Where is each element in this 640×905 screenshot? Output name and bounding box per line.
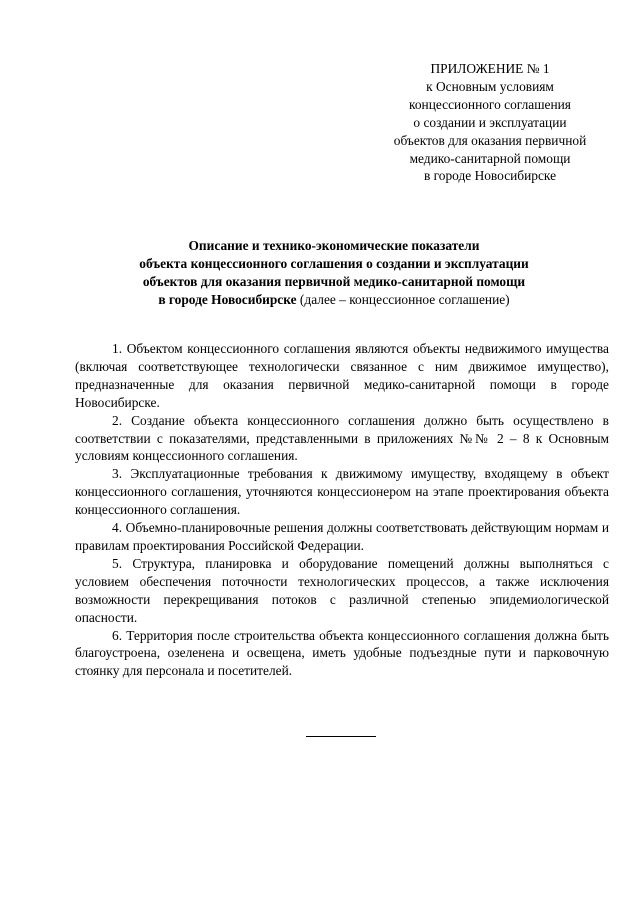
paragraph: 2. Создание объекта концессионного соглашения должно быть осуществлено в соответствии с показателями, представленными в приложениях №№ 2 – 8 к Основным условиям концессионного соглашения. (75, 412, 609, 464)
title-line: объекта концессионного соглашения о создании и эксплуатации (139, 255, 529, 271)
appendix-header (372, 60, 608, 185)
document-title (64, 237, 604, 309)
paragraph: 3. Эксплуатационные требования к движимому имуществу, входящему в объект концессионного соглашения, уточняются концессионером на этапе проектирования объекта концессионного соглашения. (75, 466, 609, 518)
appendix-line: ПРИЛОЖЕНИЕ № 1 (430, 61, 550, 76)
title-line: Описание и технико-экономические показатели (188, 238, 480, 253)
appendix-line: в городе Новосибирске (423, 168, 557, 184)
appendix-line: к Основным условиям (426, 78, 554, 94)
paragraph: 5. Структура, планировка и оборудование помещений должны выполняться с условием обеспечения поточности технологических процессов, а также исключения возможности перекрещивания потоков с различной степенью эпидемиологической опасности. (75, 555, 609, 625)
title-line: объектов для оказания первичной медико-санитарной помощи (142, 273, 526, 289)
appendix-line: медико-санитарной помощи (409, 150, 571, 166)
paragraph: 6. Территория после строительства объекта концессионного соглашения должна быть благоустроена, озеленена и освещена, иметь удобные подъездные пути и парковочную стоянку для персонала и посетителей. (75, 627, 609, 679)
document-body (75, 340, 609, 680)
appendix-line: о создании и эксплуатации (413, 114, 567, 130)
end-rule (306, 736, 376, 737)
appendix-line: объектов для оказания первичной (393, 132, 587, 148)
paragraph: 1. Объектом концессионного соглашения являются объекты недвижимого имущества (включая соответствующее технологически связанное с ним движимое имущество), предназначенные для оказания первичной медико-санитарной помощи в городе Новосибирске. (75, 341, 609, 410)
appendix-line: концессионного соглашения (409, 96, 571, 112)
paragraph: 4. Объемно-планировочные решения должны соответствовать действующим нормам и правилам проектирования Российской Федерации. (75, 520, 609, 553)
title-line-city: в городе Новосибирске (158, 291, 297, 307)
title-line-note: (далее – концессионное соглашение) (296, 291, 510, 307)
